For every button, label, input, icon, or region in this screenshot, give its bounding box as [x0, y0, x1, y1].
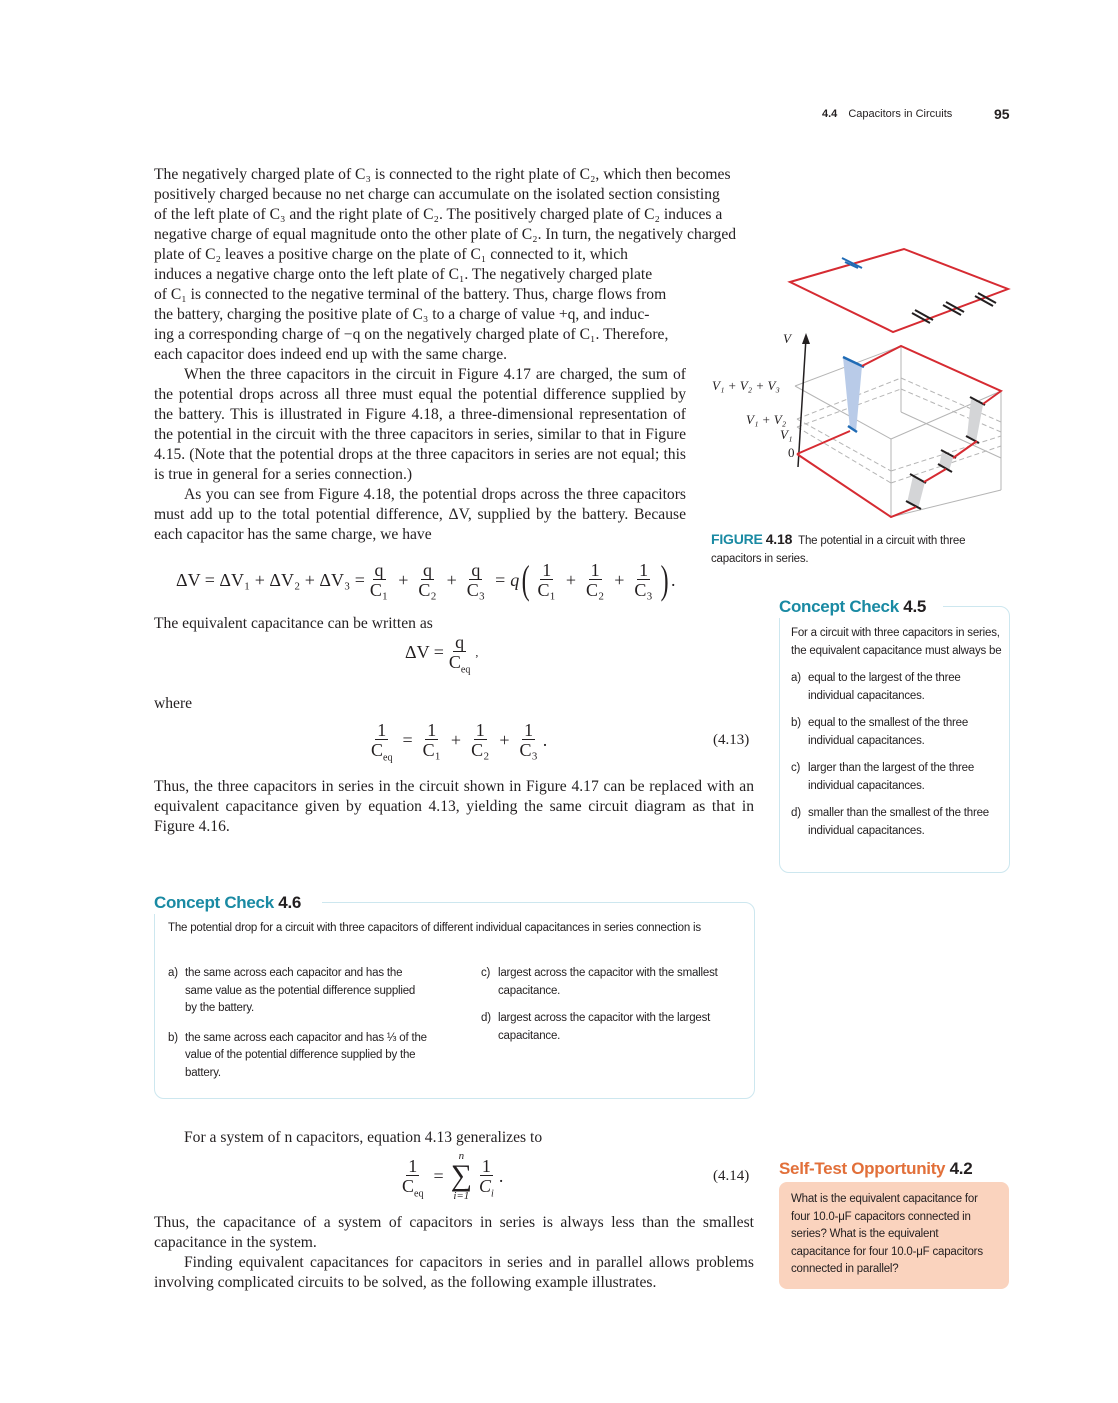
figure-number: 4.18 [765, 531, 793, 547]
option-a[interactable] [168, 965, 428, 1018]
capacitor-drop-fill [967, 399, 983, 442]
right-paren: ) [660, 557, 669, 602]
question: For a circuit with three capacitors in series, the equivalent capacitance must always be [791, 627, 1002, 657]
battery-potential-fill [843, 357, 862, 432]
sum-lower: i=1 [453, 1190, 470, 1202]
figure-caption-text: The potential in a circuit with three capacitors in series. [711, 535, 966, 565]
numerator: 1 [639, 559, 649, 580]
equation-ceq [405, 632, 479, 676]
period: . [542, 730, 548, 750]
subscript: eq [414, 1188, 424, 1200]
section-number: 4.4 [822, 108, 838, 120]
option-text: larger than the largest of the three individual capacitances. [808, 762, 975, 792]
plus: + [499, 730, 510, 750]
self-test-box [779, 1182, 1009, 1289]
numerator: 1 [475, 720, 485, 740]
concept-check-4-6-title [154, 893, 301, 913]
concept-check-4-5-title [779, 597, 926, 617]
equals: = [433, 1165, 444, 1186]
self-test-text: What is the equivalent capacitance for four 10.0-μF capacitors connected in series? What is the equivalent capacitance for four 10.0-μF capacitors connected in parallel? [791, 1193, 983, 1275]
v-axis [798, 338, 806, 467]
numerator: 1 [481, 1155, 491, 1176]
q: q [510, 569, 520, 590]
denominator [477, 1175, 496, 1200]
paragraph-2: When the three capacitors in the circuit in Figure 4.17 are charged, the sum of the potential drops across all three must equal the potential difference supplied by the battery. This is illustrated in Figure 4.18, a three-dimensional representation of the potential in the circuit with the three capacitors in series, similar to that in Figure 4.15. (Note that the potential drops at the three capacitors in series are not equal; this is true in general for a series connection.) [154, 366, 686, 483]
equation-delta-v [176, 557, 676, 602]
axis-arrow-icon [802, 333, 810, 344]
axis-label-v: V [783, 331, 791, 346]
subscript: eq [383, 752, 393, 764]
paragraph-7: For a system of n capacitors, equation 4.13 generalizes to [184, 1129, 543, 1146]
text-line: The negatively charged plate of C₃ is connected to the right plate of C₂, which then becomes [154, 166, 731, 183]
subscript: i [491, 1188, 494, 1200]
denominator: C₂ [418, 579, 437, 600]
option-text: smaller than the smallest of the three individual capacitances. [808, 807, 989, 837]
period: . [498, 1165, 504, 1186]
denominator: C₃ [466, 579, 486, 600]
plus: + [565, 569, 576, 590]
text-line: each capacitor does indeed end up with the same charge. [154, 346, 508, 363]
numerator: q [471, 559, 481, 580]
concept-check-4-6-question: The potential drop for a circuit with three capacitors of different individual capacitances in series connection is [168, 922, 701, 934]
option-a[interactable] [791, 670, 1003, 705]
axis-level-v1-v2-v3: V₁ + V₂ + V₃ [712, 378, 780, 393]
option-text: the same across each capacitor and has the same value as the potential difference supplied by the battery. [185, 967, 416, 1014]
denominator [447, 652, 472, 676]
numerator: 1 [542, 559, 552, 580]
title-number: 4.5 [903, 597, 927, 616]
comma: , [475, 645, 479, 659]
option-label: c) [481, 967, 491, 979]
numerator: q [422, 559, 432, 580]
equation-4-14 [397, 1150, 503, 1202]
concept-check-4-6-right-options [481, 965, 743, 1045]
denominator: C₁ [537, 579, 556, 600]
paragraph-5: where [154, 695, 193, 712]
text-line: induces a negative charge onto the left plate of C₁. The negatively charged plate [154, 266, 653, 283]
c: C [371, 740, 384, 760]
option-text: largest across the capacitor with the smallest capacitance. [498, 967, 718, 997]
option-text: equal to the smallest of the three individual capacitances. [808, 717, 969, 747]
option-d[interactable] [481, 1010, 743, 1045]
option-label: a) [791, 672, 801, 684]
plus: + [450, 730, 462, 750]
numerator: q [455, 632, 465, 652]
text-line: of C₁ is connected to the negative terminal of the battery. Thus, charge flows from [154, 286, 667, 303]
denominator [400, 1175, 425, 1200]
text-line: the battery, charging the positive plate of C₃ to a charge of value +q, and induc- [154, 306, 650, 323]
equals: = [402, 730, 413, 750]
c: C [479, 1175, 492, 1196]
option-label: b) [791, 717, 801, 729]
text-line: plate of C₂ leaves a positive charge on the plate of C₁ connected to it, which [154, 246, 628, 263]
option-label: b) [168, 1031, 178, 1044]
option-text: the same across each capacitor and has ⅓ of the value of the potential difference supplied by the battery. [185, 1031, 427, 1079]
denominator: C₂ [585, 579, 605, 600]
text-line: positively charged because no net charge can accumulate on the isolated section consisting [154, 186, 720, 203]
plus: + [398, 569, 409, 590]
numerator: 1 [427, 720, 437, 740]
summation [451, 1150, 472, 1202]
axis-level-v1: V₁ [780, 427, 793, 442]
denominator: C₃ [634, 579, 653, 600]
eq-lhs: ΔV = ΔV₁ + ΔV₂ + ΔV₃ = [176, 569, 365, 590]
plus: + [614, 569, 625, 590]
c: C [448, 652, 461, 672]
option-b[interactable] [168, 1030, 428, 1083]
paragraph-6: Thus, the three capacitors in series in the circuit shown in Figure 4.17 can be replaced with an equivalent capacitance given by equation 4.13, yielding the same circuit diagram as that in Figure 4.16. [154, 778, 754, 835]
option-label: d) [791, 807, 801, 819]
subscript: eq [460, 664, 471, 676]
option-label: a) [168, 967, 178, 979]
text-line: negative charge of equal magnitude onto the other plate of C₂. In turn, the negatively charged [154, 226, 737, 243]
denominator: C₃ [519, 740, 538, 760]
c: C [402, 1175, 415, 1196]
figure-caption [711, 531, 1001, 568]
paragraph-8: Thus, the capacitance of a system of capacitors in series is always less than the smallest capacitance in the system. [154, 1214, 754, 1251]
title-text: Concept Check [779, 597, 899, 616]
page-number: 95 [994, 106, 1010, 122]
axis-level-zero: 0 [788, 445, 795, 460]
paragraph-4: The equivalent capacitance can be written as [154, 615, 433, 632]
paragraph-3: As you can see from Figure 4.18, the potential drops across the three capacitors must add up to the total potential difference, ΔV, supplied by the battery. Because each capacitor has the same charge, we have [154, 486, 686, 543]
eq-lhs: ΔV = [405, 642, 444, 662]
circuit-wire [790, 249, 1008, 332]
equation-4-13 [366, 720, 548, 764]
numerator: 1 [524, 720, 534, 740]
denominator: C₁ [422, 740, 441, 760]
section-title: Capacitors in Circuits [848, 108, 953, 120]
period: . [671, 569, 676, 590]
paragraph-1 [154, 165, 754, 365]
paragraph-9: Finding equivalent capacitances for capacitors in series and in parallel allows problems involving complicated circuits to be solved, as the following example illustrates. [154, 1254, 754, 1291]
self-test-title [779, 1159, 972, 1179]
sigma-icon: ∑ [450, 1159, 473, 1192]
equation-number-4-13: (4.13) [713, 732, 750, 748]
sum-upper: n [458, 1150, 465, 1162]
numerator: q [374, 559, 384, 580]
denominator: C₁ [369, 579, 389, 600]
option-label: c) [791, 762, 801, 774]
numerator: 1 [408, 1155, 418, 1176]
title-number: 4.6 [278, 893, 302, 912]
option-c[interactable] [481, 965, 743, 1000]
axis-level-v1-v2: V₁ + V₂ [746, 412, 787, 427]
numerator: 1 [590, 559, 600, 580]
option-text: equal to the largest of the three individual capacitances. [808, 672, 961, 702]
text-line: ing a corresponding charge of −q on the negatively charged plate of C₁. Therefore, [154, 326, 669, 343]
title-text: Self-Test Opportunity [779, 1159, 946, 1178]
option-text: largest across the capacitor with the largest capacitance. [498, 1012, 711, 1042]
figure-label: FIGURE [711, 531, 763, 547]
running-header [822, 108, 952, 120]
equals: = [495, 569, 506, 590]
denominator: C₂ [471, 740, 490, 760]
equation-number-4-14: (4.14) [713, 1168, 750, 1184]
text-line: of the left plate of C₃ and the right plate of C₂. The positively charged plate of C₂ induces a [154, 206, 723, 223]
numerator: 1 [377, 720, 387, 740]
option-label: d) [481, 1012, 491, 1024]
concept-check-4-6-left-options [168, 965, 428, 1082]
left-paren: ( [521, 557, 530, 602]
option-d[interactable] [791, 805, 1003, 840]
option-c[interactable] [791, 760, 1003, 795]
figure-4-18 [700, 240, 1020, 520]
title-number: 4.2 [949, 1159, 973, 1178]
concept-check-4-5-content [791, 625, 1003, 840]
option-b[interactable] [791, 715, 1003, 750]
title-text: Concept Check [154, 893, 274, 912]
plus: + [446, 569, 457, 590]
denominator [369, 740, 394, 764]
